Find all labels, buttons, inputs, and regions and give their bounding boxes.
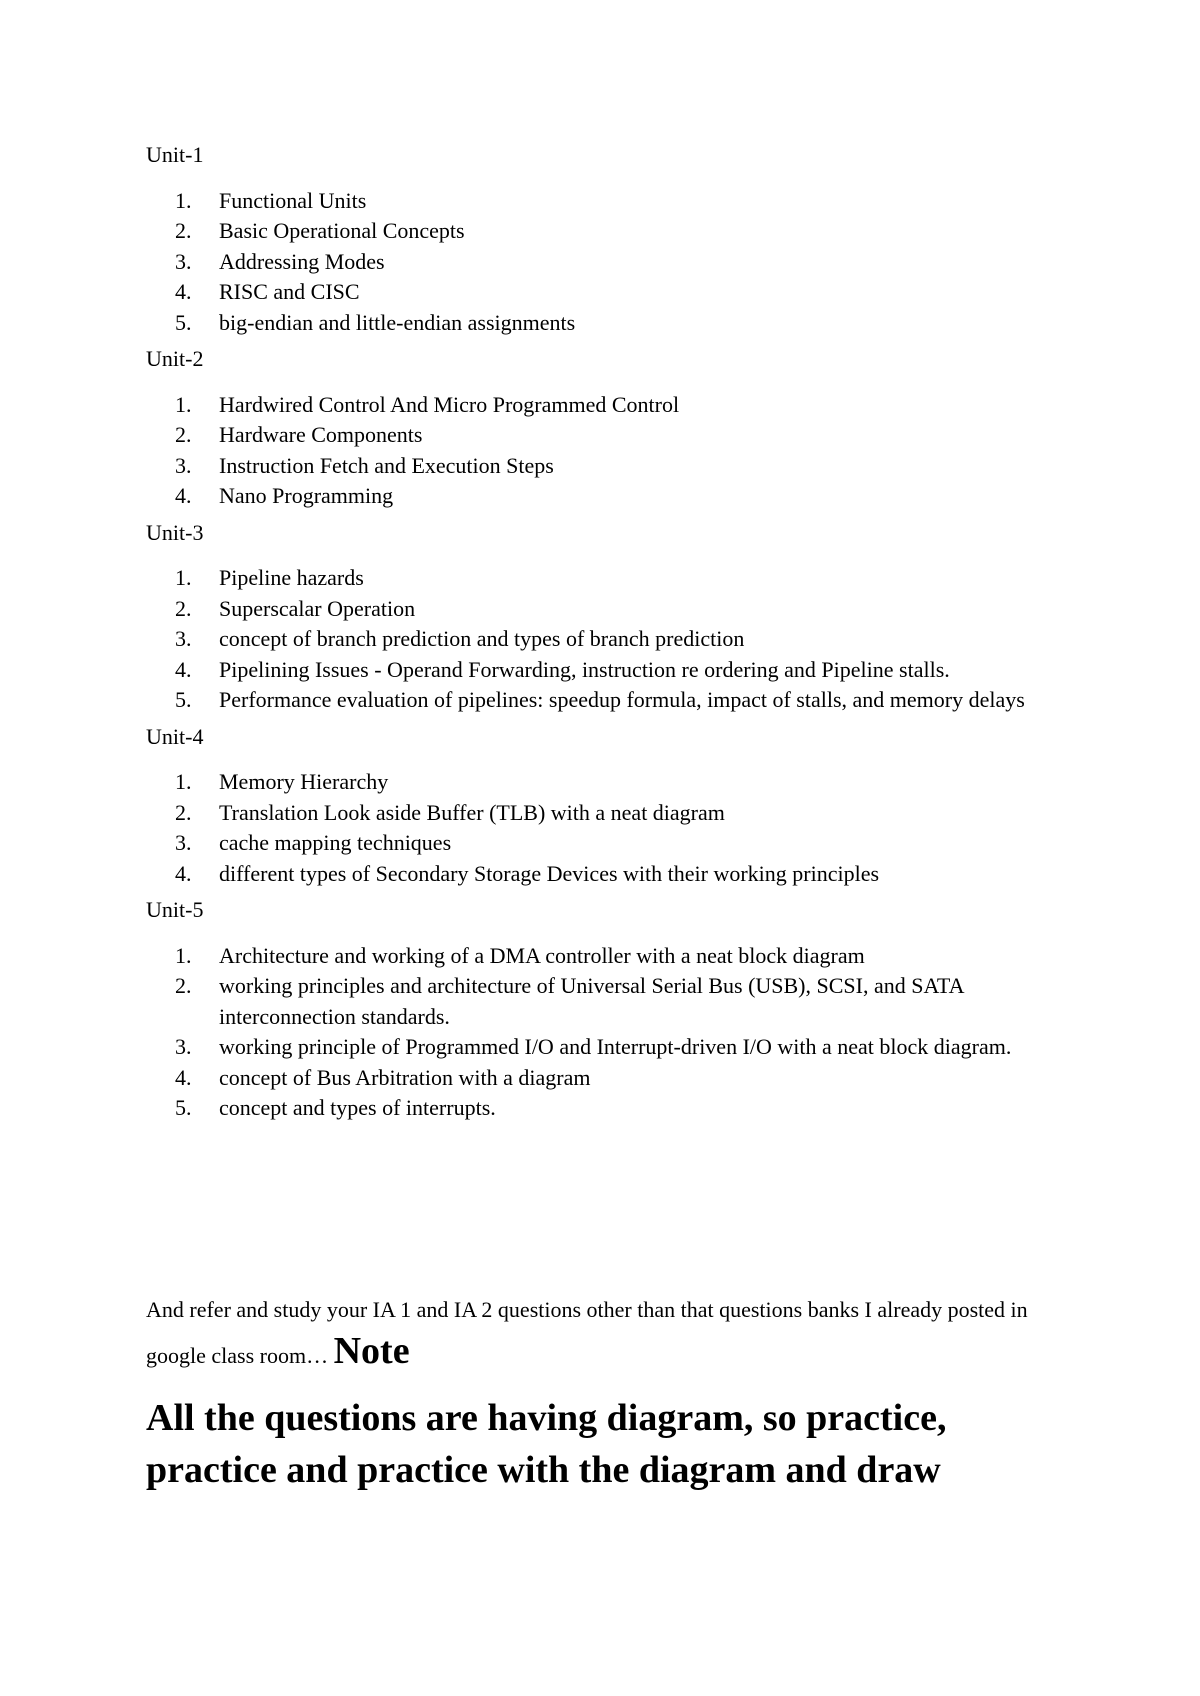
unit-heading: Unit-2 <box>146 346 204 371</box>
topic-number: 1. <box>175 942 192 968</box>
topic-text: working principle of Programmed I/O and Interrupt-driven I/O with a neat block diagram. <box>219 1034 1012 1059</box>
topic-item <box>146 1032 1076 1063</box>
topic-number-cell <box>146 1032 219 1063</box>
topic-item <box>146 420 1076 451</box>
unit-heading: Unit-4 <box>146 723 204 749</box>
topic-number: 1. <box>175 391 192 417</box>
topic-item <box>146 828 1076 859</box>
topic-number-cell <box>146 186 219 217</box>
topic-text: Hardware Components <box>219 422 423 447</box>
topic-list <box>146 390 1076 512</box>
units-section <box>146 140 1076 1130</box>
topic-list <box>146 767 1076 889</box>
topic-number: 2. <box>175 595 192 621</box>
topic-item <box>146 624 1076 655</box>
topic-text: concept and types of interrupts. <box>219 1095 496 1120</box>
topic-text: concept of branch prediction and types of branch prediction <box>219 626 745 651</box>
topic-number: 3. <box>175 830 192 855</box>
topic-number-cell <box>146 685 219 716</box>
topic-text: Architecture and working of a DMA controller with a neat block diagram <box>219 942 865 968</box>
topic-number-cell <box>146 941 219 972</box>
topic-list <box>146 941 1076 1124</box>
topic-number-cell <box>146 216 219 247</box>
topic-number-cell <box>146 1063 219 1094</box>
closing-paragraph <box>146 1287 1076 1378</box>
topic-text: Superscalar Operation <box>219 595 416 621</box>
topic-item <box>146 767 1076 798</box>
topic-number-cell <box>146 594 219 625</box>
topic-item <box>146 655 1076 686</box>
topic-item <box>146 859 1076 890</box>
topic-text: Addressing Modes <box>219 248 385 274</box>
topic-number: 4. <box>175 279 192 304</box>
topic-text: big-endian and little-endian assignments <box>219 309 576 335</box>
topic-number: 2. <box>175 422 192 447</box>
topic-item <box>146 186 1076 217</box>
topic-number: 4. <box>175 656 192 682</box>
topic-item <box>146 216 1076 247</box>
unit-heading: Unit-1 <box>146 142 204 167</box>
topic-number-cell <box>146 971 219 1032</box>
topic-text: Instruction Fetch and Execution Steps <box>219 452 554 478</box>
unit-heading: Unit-5 <box>146 897 204 922</box>
topic-number: 4. <box>175 1064 192 1090</box>
note-label: Note <box>333 1330 410 1372</box>
topic-item <box>146 1093 1076 1124</box>
unit-section <box>146 722 1076 890</box>
topic-number-cell <box>146 1093 219 1124</box>
unit-section <box>146 344 1076 512</box>
topic-number: 4. <box>175 860 192 886</box>
topic-text: RISC and CISC <box>219 279 360 304</box>
topic-text: working principles and architecture of Universal Serial Bus (USB), SCSI, and SATA interconnection standards. <box>219 973 964 1029</box>
topic-item <box>146 390 1076 421</box>
topic-text: Performance evaluation of pipelines: speedup formula, impact of stalls, and memory delays <box>219 687 1025 712</box>
topic-text: Basic Operational Concepts <box>219 218 465 243</box>
topic-number-cell <box>146 390 219 421</box>
topic-number: 5. <box>175 309 192 335</box>
topic-text: Translation Look aside Buffer (TLB) with a neat diagram <box>219 799 725 825</box>
topic-item <box>146 563 1076 594</box>
topic-item <box>146 971 1076 1032</box>
closing-text: And refer and study your IA 1 and IA 2 questions other than that questions banks I already posted in google class room… <box>146 1297 1028 1368</box>
topic-number-cell <box>146 655 219 686</box>
topic-item <box>146 451 1076 482</box>
topic-text: different types of Secondary Storage Devices with their working principles <box>219 860 880 886</box>
topic-number: 5. <box>175 687 192 712</box>
topic-number: 3. <box>175 452 192 478</box>
topic-text: Memory Hierarchy <box>219 769 389 794</box>
topic-number-cell <box>146 624 219 655</box>
topic-number: 2. <box>175 973 192 998</box>
topic-item <box>146 685 1076 716</box>
topic-number-cell <box>146 277 219 308</box>
topic-item <box>146 277 1076 308</box>
topic-number: 2. <box>175 799 192 825</box>
topic-number-cell <box>146 828 219 859</box>
topic-number: 3. <box>175 626 192 651</box>
unit-section <box>146 140 1076 338</box>
topic-number-cell <box>146 859 219 890</box>
topic-number: 2. <box>175 218 192 243</box>
topic-number-cell <box>146 767 219 798</box>
topic-item <box>146 247 1076 278</box>
topic-number: 3. <box>175 1034 192 1059</box>
topic-number-cell <box>146 563 219 594</box>
topic-text: Hardwired Control And Micro Programmed Control <box>219 391 680 417</box>
topic-item <box>146 308 1076 339</box>
topic-number-cell <box>146 798 219 829</box>
topic-text: Pipeline hazards <box>219 565 364 590</box>
topic-item <box>146 1063 1076 1094</box>
topic-number: 1. <box>175 565 192 590</box>
topic-item <box>146 594 1076 625</box>
topic-item <box>146 798 1076 829</box>
topic-text: Functional Units <box>219 187 367 213</box>
topic-text: cache mapping techniques <box>219 830 452 855</box>
topic-list <box>146 186 1076 339</box>
diagram-practice-note: All the questions are having diagram, so practice, practice and practice with the diagram and draw <box>146 1397 947 1491</box>
topic-number-cell <box>146 481 219 512</box>
unit-heading: Unit-3 <box>146 519 204 545</box>
topic-number-cell <box>146 247 219 278</box>
topic-item <box>146 481 1076 512</box>
topic-list <box>146 563 1076 716</box>
topic-number-cell <box>146 308 219 339</box>
topic-item <box>146 941 1076 972</box>
topic-number: 1. <box>175 769 192 794</box>
topic-number: 1. <box>175 187 192 213</box>
topic-text: Nano Programming <box>219 483 394 508</box>
topic-number: 4. <box>175 483 192 508</box>
topic-text: concept of Bus Arbitration with a diagram <box>219 1064 591 1090</box>
topic-number: 3. <box>175 248 192 274</box>
unit-section <box>146 518 1076 716</box>
unit-section <box>146 895 1076 1124</box>
topic-number-cell <box>146 451 219 482</box>
topic-number: 5. <box>175 1095 192 1120</box>
topic-text: Pipelining Issues - Operand Forwarding, instruction re ordering and Pipeline stalls. <box>219 656 950 682</box>
topic-number-cell <box>146 420 219 451</box>
